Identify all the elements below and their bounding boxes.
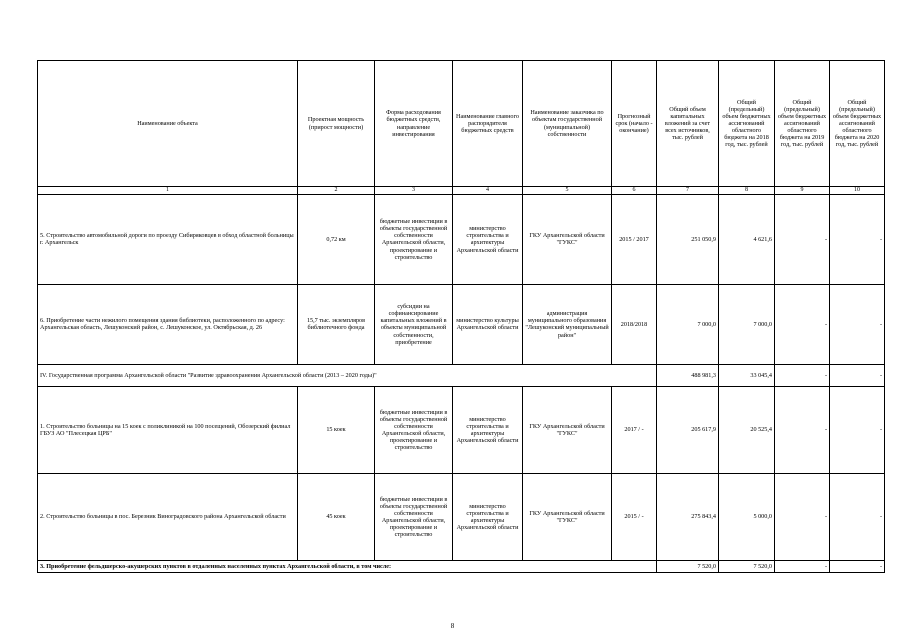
column-number: 8 [719, 187, 775, 195]
total-amount: 275 843,4 [657, 473, 719, 560]
customer: ГКУ Архангельской области "ГУКС" [523, 386, 612, 473]
program-row [38, 364, 885, 386]
amount-2019: - [775, 364, 830, 386]
capacity: 15,7 тыс. экземпляров библиотечного фонда [298, 284, 375, 364]
column-number: 3 [375, 187, 453, 195]
total-amount: 488 981,3 [657, 364, 719, 386]
header-cell: Наименование заказчика по объектам государственной (муниципальной) собственности [523, 61, 612, 187]
object-name: 6. Приобретение части нежилого помещения здания библиотеки, расположенного по адресу: Архангельская область, Лешуконский район, с. Лешуконское, ул. Октябрьская, д. 26 [38, 284, 298, 364]
budget-manager: министерство строительства и архитектуры Архангельской области [453, 386, 523, 473]
program-title: IV. Государственная программа Архангельской области "Развитие здравоохранения Архангельской области (2013 – 2020 годы)" [38, 364, 657, 386]
capacity: 15 коек [298, 386, 375, 473]
column-number: 7 [657, 187, 719, 195]
table-row [38, 284, 885, 364]
amount-2018: 5 000,0 [719, 473, 775, 560]
object-name: 5. Строительство автомобильной дороги по проезду Сибиряковцев в обход областной больницы г. Архангельск [38, 194, 298, 284]
header-cell: Форма расходования бюджетных средств, направление инвестирования [375, 61, 453, 187]
term: 2015 / 2017 [612, 194, 657, 284]
total-amount: 251 050,9 [657, 194, 719, 284]
amount-2020: - [830, 284, 885, 364]
capacity: 0,72 км [298, 194, 375, 284]
amount-2019: - [775, 284, 830, 364]
header-cell: Проектная мощность (прирост мощности) [298, 61, 375, 187]
total-amount: 7 000,0 [657, 284, 719, 364]
amount-2019: - [775, 386, 830, 473]
customer: ГКУ Архангельской области "ГУКС" [523, 473, 612, 560]
amount-2018: 20 525,4 [719, 386, 775, 473]
budget-manager: министерство строительства и архитектуры Архангельской области [453, 194, 523, 284]
page-number: 8 [450, 622, 455, 630]
spending-form: бюджетные инвестиции в объекты государственной собственности Архангельской области, проектирование и строительство [375, 473, 453, 560]
budget-manager: министерство культуры Архангельской области [453, 284, 523, 364]
total-amount: 205 617,9 [657, 386, 719, 473]
column-number: 1 [38, 187, 298, 195]
term: 2018/2018 [612, 284, 657, 364]
amount-2020: - [830, 473, 885, 560]
header-row [38, 61, 885, 187]
amount-2018: 7 000,0 [719, 284, 775, 364]
subtotal-title: 3. Приобретение фельдшерско-акушерских пунктов в отдаленных населенных пунктах Архангельской области, в том числе: [38, 560, 657, 572]
header-cell: Общий (предельный) объем бюджетных ассигнований областного бюджета на 2018 год, тыс. рублей [719, 61, 775, 187]
amount-2020: - [830, 386, 885, 473]
table-row [38, 386, 885, 473]
column-number-row [38, 187, 885, 195]
header-cell: Общий объем капитальных вложений за счет всех источников, тыс. рублей [657, 61, 719, 187]
column-number: 6 [612, 187, 657, 195]
header-cell: Наименование объекта [38, 61, 298, 187]
customer: администрация муниципального образования "Лешуконский муниципальный район" [523, 284, 612, 364]
amount-2020: - [830, 364, 885, 386]
table-page [37, 60, 885, 573]
column-number: 10 [830, 187, 885, 195]
table-row [38, 194, 885, 284]
amount-2020: - [830, 560, 885, 572]
capacity: 45 коек [298, 473, 375, 560]
header-cell: Общий (предельный) объем бюджетных ассигнований областного бюджета на 2019 год, тыс. рублей [775, 61, 830, 187]
table-row [38, 473, 885, 560]
column-number: 2 [298, 187, 375, 195]
amount-2018: 7 520,0 [719, 560, 775, 572]
customer: ГКУ Архангельской области "ГУКС" [523, 194, 612, 284]
amount-2019: - [775, 194, 830, 284]
object-name: 1. Строительство больницы на 15 коек с поликлиникой на 100 посещений, Обозерский филиал ГБУЗ АО "Плесецкая ЦРБ" [38, 386, 298, 473]
term: 2015 / - [612, 473, 657, 560]
spending-form: субсидии на софинансирование капитальных вложений в объекты муниципальной собственности, приобретение [375, 284, 453, 364]
total-amount: 7 520,0 [657, 560, 719, 572]
amount-2019: - [775, 473, 830, 560]
amount-2019: - [775, 560, 830, 572]
spending-form: бюджетные инвестиции в объекты государственной собственности Архангельской области, проектирование и строительство [375, 386, 453, 473]
column-number: 5 [523, 187, 612, 195]
column-number: 4 [453, 187, 523, 195]
investment-table [37, 60, 885, 573]
subtotal-row [38, 560, 885, 572]
amount-2018: 4 621,6 [719, 194, 775, 284]
header-cell: Прогнозный срок (начало - окончание) [612, 61, 657, 187]
spending-form: бюджетные инвестиции в объекты государственной собственности Архангельской области, проектирование и строительство [375, 194, 453, 284]
header-cell: Наименование главного распорядителя бюджетных средств [453, 61, 523, 187]
amount-2018: 33 045,4 [719, 364, 775, 386]
object-name: 2. Строительство больницы в пос. Березник Виноградовского района Архангельской области [38, 473, 298, 560]
header-cell: Общий (предельный) объем бюджетных ассигнований областного бюджета на 2020 год, тыс. рублей [830, 61, 885, 187]
amount-2020: - [830, 194, 885, 284]
term: 2017 / - [612, 386, 657, 473]
budget-manager: министерство строительства и архитектуры Архангельской области [453, 473, 523, 560]
column-number: 9 [775, 187, 830, 195]
